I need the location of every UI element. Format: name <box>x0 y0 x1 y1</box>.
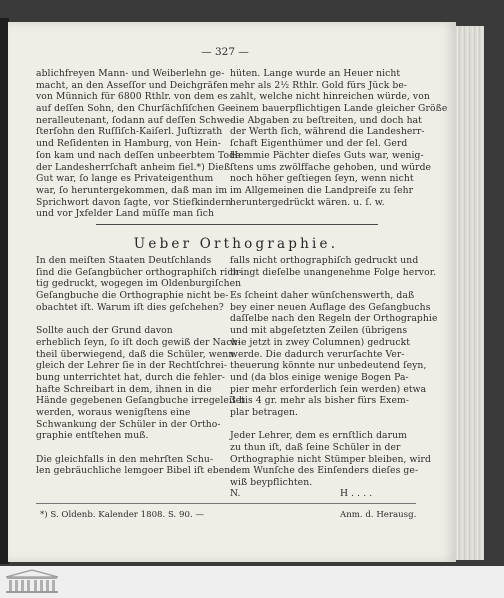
text-line: war, ſo heruntergekommen, daß man im <box>36 184 228 196</box>
page-number: — 327 — <box>201 46 249 58</box>
text-line: tig gedruckt, wogegen im Oldenburgiſchen <box>36 278 242 290</box>
text-line: graphie entſtehen muß. <box>36 430 149 442</box>
text-line: zu thun iſt, daß ſeine Schüler in der <box>230 442 401 453</box>
text-line: bey einer neuen Auflage des Geſangbuchs <box>230 301 431 313</box>
top-right-column <box>230 68 448 208</box>
text-line: bung unterrichtet hat, durch die fehler- <box>36 371 225 383</box>
text-line: und Reſidenten in Hamburg, von Hein- <box>36 138 221 150</box>
text-line: Sollte auch der Grund davon <box>36 325 173 337</box>
text-line: die Abgaben zu beſtreiten, und doch hat <box>230 114 422 126</box>
text-line: mehr als 2½ Rthlr. Gold fürs Jück be- <box>230 79 408 91</box>
text-line: ſon kam und nach deſſen unbeerbtem Tode <box>36 149 241 161</box>
text-line <box>230 278 422 290</box>
text-line: neralleutenant, ſodann auf deſſen Schwe- <box>36 114 234 126</box>
text-line: In den meiſten Staaten Deutſchlands <box>36 255 212 266</box>
text-line: auf deſſen Sohn, den Churſächſiſchen Ge- <box>36 103 234 115</box>
text-line: falls nicht orthographiſch gedruckt und <box>230 255 419 266</box>
text-line: wie jetzt in zwey Columnen) gedruckt <box>230 336 411 348</box>
text-line: ſterſohn den Ruſſiſch-Kaiſerl. Juſtizrath <box>36 126 223 138</box>
text-line: erheblich ſeyn, ſo iſt doch gewiß der Nach- <box>36 336 241 348</box>
text-line: einem bauerpflichtigen Lande gleicher Größe <box>230 103 448 115</box>
text-line: Hände gegebenen Geſangbuche irregeleitet <box>36 395 246 407</box>
bottom-right-column <box>230 255 438 489</box>
text-line: gleich der Lehrer ſie in der Rechtſchrei- <box>36 360 228 372</box>
section-divider <box>96 224 378 225</box>
footnote-divider <box>36 503 416 504</box>
text-line: len gebräuchliche lemgoer Bibel iſt eben- <box>36 465 234 477</box>
text-line: bringt dieſelbe unangenehme Folge hervor. <box>230 266 437 278</box>
text-line: Sprichwort davon ſagte, vor Stiefkindern <box>36 196 232 208</box>
text-line: der Landesherrſchaft anheim fiel.*) Dieß <box>36 161 231 173</box>
text-line: ſind die Geſangbücher orthographiſch rich- <box>36 266 242 278</box>
text-line: und mit abgeſetzten Zeilen (übrigens <box>230 325 408 337</box>
text-line: Hemmie Pächter dieſes Guts war, wenig- <box>230 149 424 161</box>
library-footer-bar <box>0 566 504 598</box>
text-line: pier mehr erforderlich ſein werden) etwa <box>230 383 427 395</box>
top-left-column <box>36 68 241 220</box>
bottom-left-column <box>36 255 246 477</box>
text-line: der Werth ſich, während die Landesherr- <box>230 126 425 138</box>
text-line: wiß beypflichten. <box>230 477 313 489</box>
text-line: und (da blos einige wenige Bogen Pa- <box>230 371 409 383</box>
text-line <box>36 313 222 325</box>
text-line: zahlt, welche nicht hinreichen würde, von <box>230 91 430 103</box>
text-line: im Allgemeinen die Landpreiſe zu ſehr <box>230 184 414 196</box>
text-line: Es ſcheint daher wünſchenswerth, daß <box>230 290 415 302</box>
text-line: ſtens ums zwölffache gehoben, und würde <box>230 161 432 173</box>
text-line: ſchaft Eigenthümer und der ſel. Gerd <box>230 138 408 150</box>
text-line: Jeder Lehrer, dem es ernſtlich darum <box>230 430 407 442</box>
signature-h: H . . . . <box>340 488 373 499</box>
text-line: Orthographie nicht Stümper bleiben, wird <box>230 453 432 465</box>
text-line: theil überwiegend, daß die Schüler, wenn <box>36 348 235 360</box>
signature-n: N. <box>230 488 241 499</box>
text-line: heruntergedrückt wären. u. ſ. w. <box>230 196 385 208</box>
text-line: hüten. Lange wurde an Heuer nicht <box>230 68 401 79</box>
text-line: obachtet iſt. Warum iſt dies geſchehen? <box>36 301 224 313</box>
text-line: Geſangbuche die Orthographie nicht be- <box>36 290 229 302</box>
footnote: *) S. Oldenb. Kalender 1808. S. 90. — <box>40 510 205 520</box>
library-building-icon <box>4 568 60 598</box>
text-line: Schwankung der Schüler in der Ortho- <box>36 418 221 430</box>
text-line: noch höher geſtiegen ſeyn, wenn nicht <box>230 173 414 185</box>
text-line: macht, an den Asseſſor und Deichgräfen <box>36 79 229 91</box>
text-line: Gut war, ſo lange es Privateigenthum <box>36 173 214 185</box>
section-heading: Ueber Orthographie. <box>133 236 339 252</box>
text-line: ablichfreyen Mann- und Weiberlehn ge- <box>36 68 225 79</box>
text-line <box>230 419 422 431</box>
text-line: Die gleichfalls in den mehrſten Schu- <box>36 453 214 465</box>
text-line: werde. Die dadurch verurſachte Ver- <box>230 348 405 360</box>
text-line: daſſelbe nach den Regeln der Orthographie <box>230 313 438 325</box>
text-line: werden, woraus wenigſtens eine <box>36 406 191 418</box>
page-edges <box>456 26 484 560</box>
text-line: und vor Jxfelder Land müſſe man ſich <box>36 208 215 220</box>
footnote-attribution: Anm. d. Herausg. <box>340 510 417 520</box>
text-line: hafte Schreibart in dem, ihnen in die <box>36 383 212 395</box>
text-line: dem Wunſche des Einſenders dieſes ge- <box>230 465 419 477</box>
text-line: plar betragen. <box>230 406 299 418</box>
text-line: theuerung könnte nur unbedeutend ſeyn, <box>230 360 427 372</box>
text-line: von Münnich für 6800 Rthlr. von dem es <box>36 91 228 103</box>
text-line: 3 bis 4 gr. mehr als bisher fürs Exem- <box>230 395 410 407</box>
text-line <box>36 442 222 454</box>
